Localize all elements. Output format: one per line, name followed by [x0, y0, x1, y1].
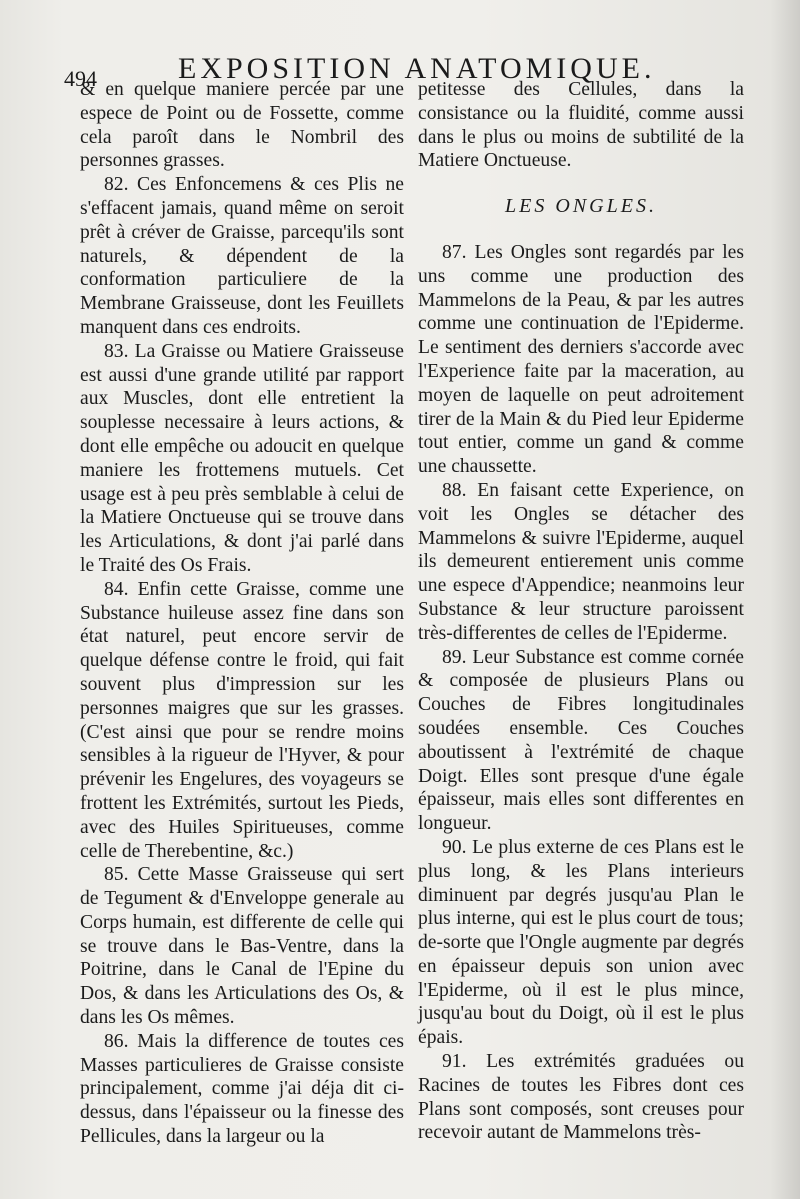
paragraph: 86. Mais la difference de toutes ces Masses particulieres de Graisse consiste principalement, comme j'ai déja dit ci-dessus, dans l'épaisseur ou la finesse des Pellicules, dans la largeur ou la — [80, 1030, 404, 1148]
running-title: EXPOSITION ANATOMIQUE. — [178, 52, 656, 85]
page-number: 494 — [64, 66, 97, 91]
paragraph: 85. Cette Masse Graisseuse qui sert de Tegument & d'Enveloppe generale au Corps humain, est differente de celle qui se trouve dans le Bas-Ventre, dans la Poitrine, dans le Canal de l'Epine du Dos, & dans les Articulations des Os, & dans les Os mêmes. — [80, 864, 404, 1029]
paragraph: 90. Le plus externe de ces Plans est le plus long, & les Plans interieurs diminuent par degrés jusqu'au Plan le plus interne, qui est le plus court de tous; de-sorte que l'Ongle augmente par degrés en épaisseur depuis son union avec l'Epiderme, où il est le plus mince, jusqu'au bout du Doigt, où il est le plus épais. — [418, 836, 744, 1049]
section-title: LES ONGLES. — [505, 195, 657, 218]
page-gutter-shadow — [770, 0, 800, 1199]
paragraph: 87. Les Ongles sont regardés par les uns comme une production des Mammelons de la Peau, & par les autres comme une continuation de l'Epiderme. Le sentiment des derniers s'accorde avec l'Experience faite par la maceration, au moyen de laquelle on peut adroitement tirer de la Main & du Pied leur Epiderme tout entier, comme un gand & comme une chaussette. — [418, 241, 744, 478]
paragraph: & en quelque maniere percée par une espece de Point ou de Fossette, comme cela paroît dans le Nombril des personnes grasses. — [80, 79, 404, 172]
paragraph: 83. La Graisse ou Matiere Graisseuse est aussi d'une grande utilité par rapport aux Muscles, dont elle entretient la souplesse necessaire à leurs actions, & dont elle empêche ou adoucit en quelque maniere les frottemens mutuels. Cet usage est à peu près semblable à celui de la Matiere Onctueuse qui se trouve dans les Articulations, & dont j'ai parlé dans le Traité des Os Frais. — [80, 340, 404, 576]
right-column — [418, 78, 744, 1145]
paragraph: 82. Ces Enfoncemens & ces Plis ne s'effacent jamais, quand même on seroit prêt à créver de Graisse, parcequ'ils sont naturels, & dépendent de la conformation particuliere de la Membrane Graisseuse, dont les Feuillets manquent dans ces endroits. — [80, 174, 404, 338]
paragraph: 88. En faisant cette Experience, on voit les Ongles se détacher des Mammelons & suivre l'Epiderme, auquel ils demeurent entierement unis comme une espece d'Appendice; neanmoins leur Substance & leur structure paroissent très-differentes de celles de l'Epiderme. — [418, 479, 744, 644]
right-column-body — [418, 241, 744, 1145]
paragraph: petitesse des Cellules, dans la consistance ou la fluidité, comme aussi dans le plus ou moins de subtilité de la Matiere Onctueuse. — [418, 79, 744, 172]
paragraph: 84. Enfin cette Graisse, comme une Substance huileuse assez fine dans son état naturel, peut encore servir de quelque défense contre le froid, qui fait souvent plus d'impression sur les personnes maigres que sur les grasses. (C'est ainsi que pour se rendre moins sensibles à la rigueur de l'Hyver, & pour prévenir les Engelures, des voyageurs se frottent les Extrémités, surtout les Pieds, avec des Huiles Spiritueuses, comme celle de Therebentine, &c.) — [80, 578, 404, 862]
paragraph: 91. Les extrémités graduées ou Racines de toutes les Fibres dont ces Plans sont composés, sont creuses pour recevoir autant de Mammelons très- — [418, 1051, 744, 1144]
paragraph: 89. Leur Substance est comme cornée & composée de plusieurs Plans ou Couches de Fibres longitudinales soudées ensemble. Ces Couches aboutissent à l'extrémité de chaque Doigt. Elles sont presque d'une égale épaisseur, mais elles sont differentes en longueur. — [418, 646, 744, 835]
left-column — [80, 78, 404, 1149]
right-column-top — [418, 78, 744, 173]
